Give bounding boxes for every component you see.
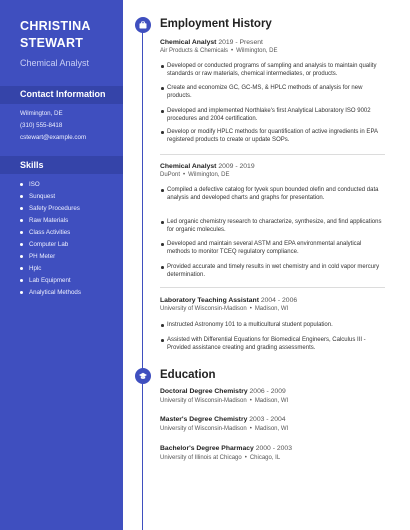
- education-1-institution: University of Wisconsin-Madison • Madison, WI: [160, 398, 289, 404]
- bullet-dot: [161, 243, 164, 246]
- bullet-text: Led organic chemistry research to characterize, synthesize, and find applications for organic molecules.: [167, 219, 382, 234]
- contact-phone: (310) 555-8418: [20, 122, 63, 129]
- skill-label: Sunquest: [29, 193, 56, 200]
- bullet-dot: [20, 243, 23, 246]
- bullet-dot: [161, 266, 164, 269]
- skill-label: PH Meter: [29, 253, 56, 260]
- education-3-degree: [160, 445, 292, 452]
- briefcase-icon: [135, 17, 151, 33]
- bullet-dot: [20, 279, 23, 282]
- education-2-institution: University of Wisconsin-Madison • Madison, WI: [160, 426, 289, 432]
- skill-item: [20, 289, 81, 296]
- education-1-location: Madison, WI: [254, 398, 289, 404]
- job-3-employer: University of Wisconsin-Madison • Madison, WI: [160, 306, 289, 312]
- skill-item: [20, 229, 70, 236]
- job-2-bullet: [160, 186, 385, 202]
- bullet-text: Compiled a defective catalog for tyvek spun bounded olefin and conducted data analysis and developed charts and graphs for presentation.: [167, 187, 379, 202]
- bullet-dot: [20, 195, 23, 198]
- job-1-dates: 2019 - Present: [218, 39, 263, 46]
- bullet-dot: [161, 221, 164, 224]
- bullet-dot: [20, 231, 23, 234]
- bullet-text: Developed or conducted programs of sampling and analysis to maintain quality standards or raw materials, chemical intermediates, or products.: [167, 63, 377, 78]
- skills-heading: Skills: [20, 160, 44, 170]
- skill-item: [20, 181, 40, 188]
- bullet-dot: [20, 291, 23, 294]
- skills-heading-band: [0, 156, 123, 174]
- job-3-location: Madison, WI: [254, 306, 289, 312]
- job-divider: [160, 287, 385, 288]
- job-2-role: Chemical Analyst: [160, 163, 217, 170]
- job-1-employer: Air Products & Chemicals • Wilmington, DE: [160, 48, 278, 54]
- name-line-2: STEWART: [20, 36, 84, 50]
- contact-location: Wilmington, DE: [20, 110, 63, 117]
- name-line-1: CHRISTINA: [20, 19, 91, 33]
- skill-label: Hplc: [29, 265, 42, 272]
- skill-label: Class Activities: [29, 229, 71, 236]
- skill-item: [20, 193, 55, 200]
- education-1-school: University of Wisconsin-Madison: [160, 398, 247, 404]
- education-3-name: Bachelor's Degree Pharmacy: [160, 445, 254, 452]
- bullet-text: Create and economize GC, GC-MS, & HPLC methods of analysis for new products.: [167, 85, 363, 100]
- job-3-role: Laboratory Teaching Assistant: [160, 297, 259, 304]
- job-divider: [160, 154, 385, 155]
- job-1-location: Wilmington, DE: [236, 48, 278, 54]
- education-2-name: Master's Degree Chemistry: [160, 416, 248, 423]
- job-1-company: Air Products & Chemicals: [160, 48, 229, 54]
- job-1-bullet: [160, 128, 385, 144]
- bullet-text: Provided accurate and timely results in wet chemistry and in cold vapor mercury determination.: [167, 264, 380, 279]
- bullet-dot: [20, 255, 23, 258]
- skill-label: ISO: [29, 181, 40, 188]
- job-1-role: Chemical Analyst: [160, 39, 217, 46]
- skill-label: Computer Lab: [29, 241, 69, 248]
- job-2-company: DuPont: [160, 172, 181, 178]
- bullet-dot: [161, 87, 164, 90]
- bullet-text: Instructed Astronomy 101 to a multicultural student population.: [167, 322, 333, 328]
- education-1-degree: [160, 388, 286, 395]
- education-3-school: University of Illinois at Chicago: [160, 455, 242, 461]
- education-1-name: Doctoral Degree Chemistry: [160, 388, 248, 395]
- education-2-school: University of Wisconsin-Madison: [160, 426, 247, 432]
- contact-email[interactable]: cstewart@example.com: [20, 134, 87, 141]
- education-1-dates: 2006 - 2009: [249, 388, 286, 395]
- job-1-bullet: [160, 62, 385, 78]
- bullet-dot: [161, 131, 164, 134]
- education-3-location: Chicago, IL: [249, 455, 281, 461]
- education-heading: Education: [160, 369, 216, 381]
- job-3-bullet: [160, 336, 385, 352]
- employment-heading: Employment History: [160, 18, 272, 30]
- job-2-dates: 2009 - 2019: [218, 163, 255, 170]
- bullet-text: Developed and implemented Northlake's first Analytical Laboratory ISO 9002 procedures and 2004 certification.: [167, 108, 371, 123]
- job-2-bullet: [160, 263, 385, 279]
- bullet-dot: [161, 189, 164, 192]
- skill-item: [20, 217, 68, 224]
- skill-label: Raw Materials: [29, 217, 69, 224]
- bullet-text: Developed and maintain several ASTM and EPA environmental analytical methods to monitor TCEQ regulatory compliance.: [167, 241, 362, 256]
- bullet-dot: [20, 219, 23, 222]
- skill-item: [20, 265, 41, 272]
- job-3-company: University of Wisconsin-Madison: [160, 306, 247, 312]
- job-1-bullet: [160, 107, 385, 123]
- job-2-bullet: [160, 240, 385, 256]
- bullet-dot: [20, 207, 23, 210]
- education-2-location: Madison, WI: [254, 426, 289, 432]
- sidebar: [0, 0, 123, 530]
- bullet-text: Develop or modify HPLC methods for quantification of active ingredients in EPA registered products to create or update SOPs.: [167, 129, 378, 144]
- education-2-dates: 2003 - 2004: [249, 416, 286, 423]
- skill-label: Analytical Methods: [29, 289, 81, 296]
- contact-heading: Contact Information: [20, 89, 106, 99]
- candidate-name: [20, 18, 120, 52]
- job-3-dates: 2004 - 2006: [260, 297, 298, 304]
- education-3-institution: University of Illinois at Chicago • Chicago, IL: [160, 455, 281, 461]
- job-1-bullet: [160, 84, 385, 100]
- bullet-dot: [20, 267, 23, 270]
- job-title: Chemical Analyst: [20, 58, 90, 68]
- job-2-employer: DuPont • Wilmington, DE: [160, 172, 230, 178]
- bullet-dot: [161, 324, 164, 327]
- bullet-dot: [161, 65, 164, 68]
- skill-item: [20, 241, 68, 248]
- job-2-bullet: [160, 218, 385, 234]
- bullet-dot: [161, 339, 164, 342]
- graduation-cap-icon: [135, 368, 151, 384]
- timeline-line: [142, 24, 143, 530]
- job-3-bullet: [160, 321, 385, 329]
- job-2-location: Wilmington, DE: [188, 172, 230, 178]
- education-3-dates: 2000 - 2003: [255, 445, 292, 452]
- skill-label: Lab Equipment: [29, 277, 71, 284]
- skill-item: [20, 205, 80, 212]
- job-1-title: [160, 39, 263, 46]
- job-3-title: [160, 297, 297, 304]
- skill-label: Safety Procedures: [29, 205, 80, 212]
- skill-item: [20, 277, 71, 284]
- skill-item: [20, 253, 55, 260]
- bullet-text: Assisted with Differential Equations for Biomedical Engineers, Calculus III - Provided assistance creating and grading assessments.: [167, 337, 366, 352]
- education-2-degree: [160, 416, 286, 423]
- bullet-dot: [161, 110, 164, 113]
- job-2-title: [160, 163, 255, 170]
- bullet-dot: [20, 183, 23, 186]
